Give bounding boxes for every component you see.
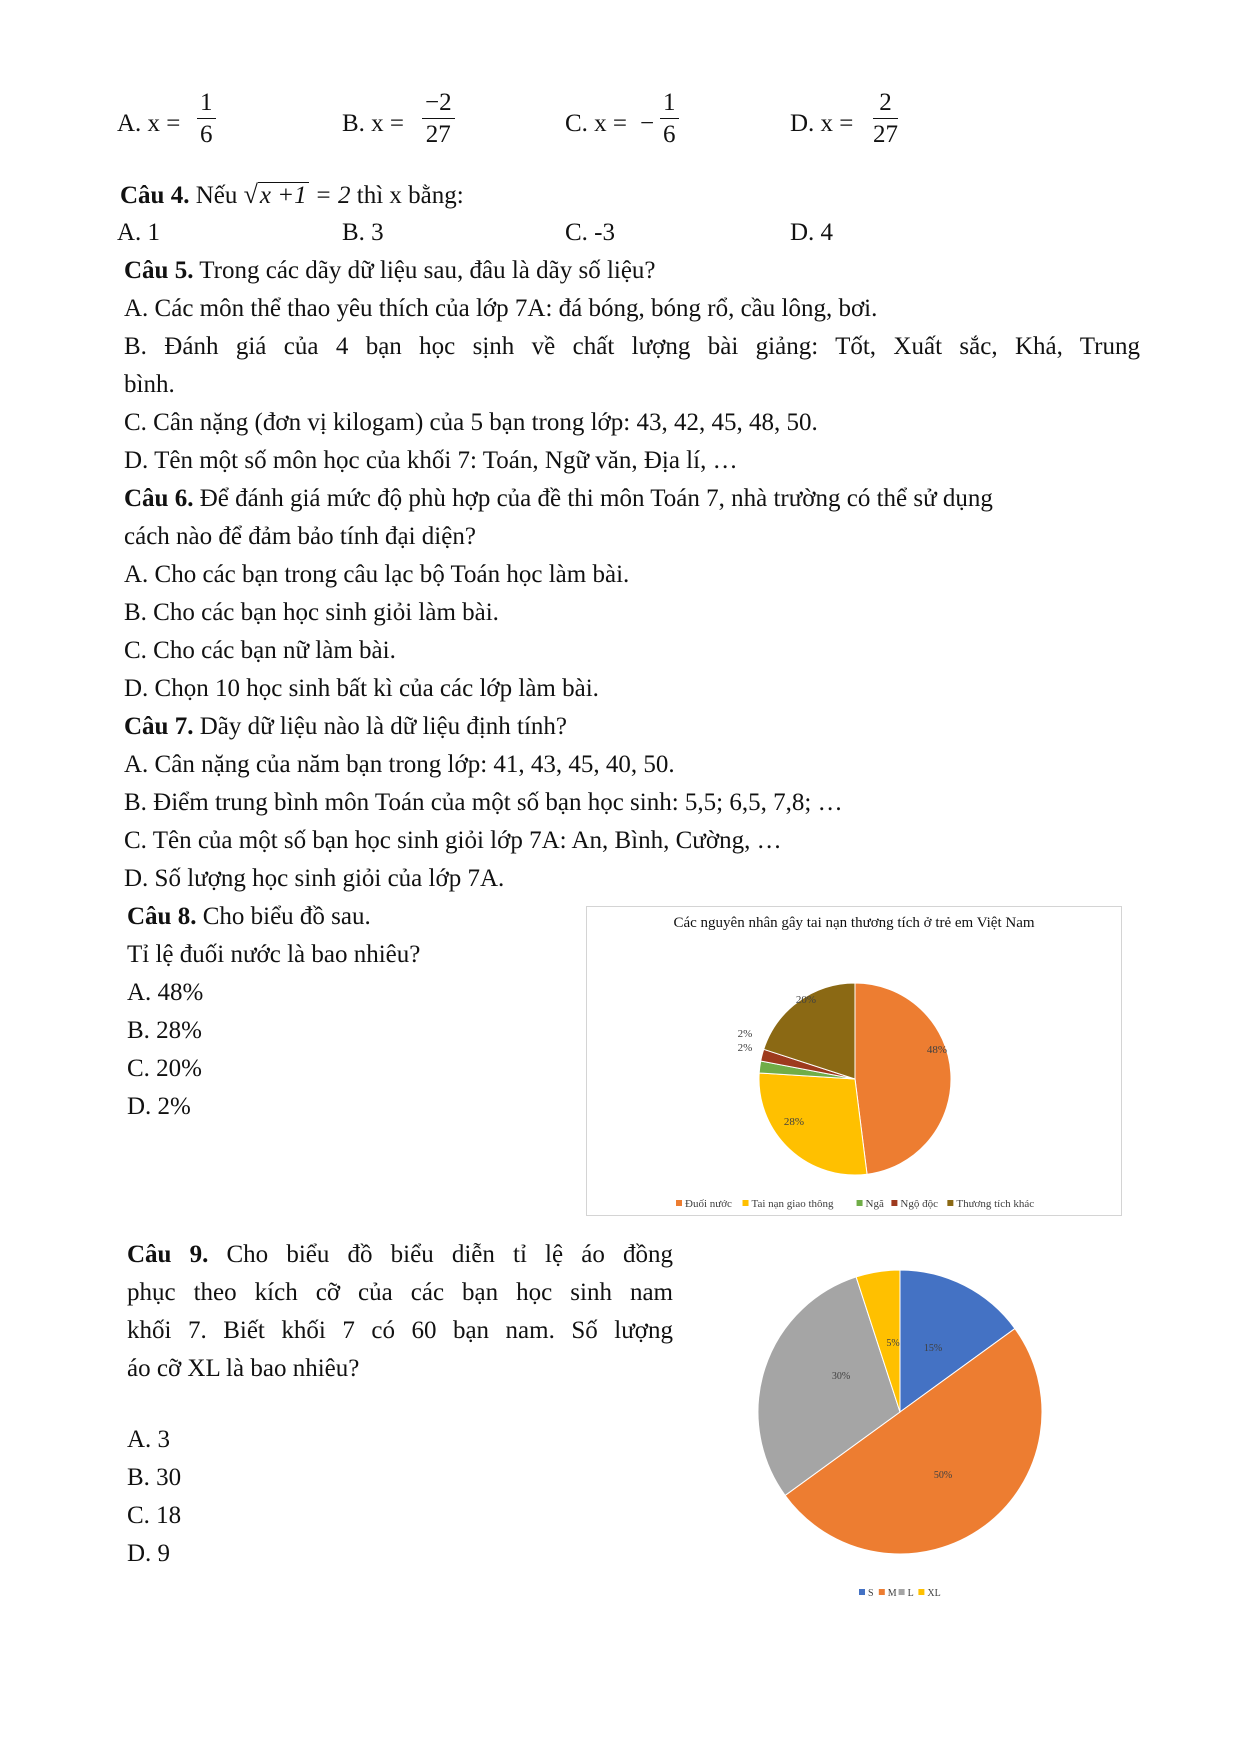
shirt-size-chart: [740, 1262, 1070, 1602]
q9-number: Câu 9.: [127, 1241, 209, 1268]
q8-option-a: A. 48%: [127, 979, 204, 1006]
q4-text-pre: Nếu: [195, 182, 238, 209]
q9-question-line1: [127, 1238, 673, 1272]
q5-question: [124, 254, 656, 288]
q8-option-b: B. 28%: [127, 1017, 202, 1044]
q5-option-c: C. Cân nặng (đơn vị kilogam) của 5 bạn trong lớp: 43, 42, 45, 48, 50.: [124, 409, 818, 436]
q6-option-b: B. Cho các bạn học sinh giỏi làm bài.: [124, 599, 499, 626]
q3-option-c-sign: −: [640, 110, 655, 137]
q6-option-d: D. Chọn 10 học sinh bất kì của các lớp làm bài.: [124, 675, 599, 702]
chart2-legend-label: L: [907, 1588, 914, 1599]
q5-option-d: D. Tên một số môn học của khối 7: Toán, Ngữ văn, Địa lí, …: [124, 447, 738, 474]
chart1-legend-swatch: [891, 1200, 897, 1206]
q4-option-c: C. -3: [565, 219, 615, 246]
q3-option-d-fraction: $\frac{2}{27}$: [873, 89, 898, 148]
q6-text1: Để đánh giá mức độ phù hợp của đề thi môn Toán 7, nhà trường có thể sử dụng: [193, 485, 993, 512]
chart2-legend-swatch: [879, 1589, 885, 1595]
q9-option-d: D. 9: [127, 1540, 171, 1567]
q7-option-a: A. Cân nặng của năm bạn trong lớp: 41, 43, 45, 40, 50.: [124, 751, 675, 778]
q3-option-b-label: B. x =: [342, 110, 405, 137]
q9-text-line1: Cho biểu đồ biểu diễn tỉ lệ áo đồng: [208, 1241, 673, 1268]
chart1-legend-swatch: [676, 1200, 682, 1206]
chart1-legend-swatch: [947, 1200, 953, 1206]
chart1-data-label: 2%: [737, 1028, 753, 1040]
q7-number: Câu 7.: [124, 713, 194, 740]
chart1-slice-đuối-nước: [855, 983, 951, 1174]
chart2-data-label: 50%: [933, 1470, 953, 1481]
q9-question-line4: áo cỡ XL là bao nhiêu?: [127, 1355, 360, 1382]
chart1-data-label: 20%: [795, 994, 817, 1006]
chart1-legend-label: Tai nạn giao thông: [751, 1198, 834, 1210]
q6-question-line2: cách nào để đảm bảo tính đại diện?: [124, 523, 476, 550]
chart1-legend-label: Đuối nước: [685, 1198, 732, 1210]
chart2-legend-swatch: [859, 1589, 865, 1595]
q7-option-d: D. Số lượng học sinh giỏi của lớp 7A.: [124, 865, 505, 892]
chart1-data-label: 2%: [737, 1042, 753, 1054]
q8-option-d: D. 2%: [127, 1093, 191, 1120]
chart1-slice-tai-nạn-giao-thông: [759, 1073, 867, 1175]
q9-question-line3: khối 7. Biết khối 7 có 60 bạn nam. Số lượng: [127, 1317, 673, 1344]
q8-text: Cho biểu đồ sau.: [196, 903, 371, 930]
q5-option-b-line1: B. Đánh giá của 4 bạn học sịnh về chất lượng bài giảng: Tốt, Xuất sắc, Khá, Trung: [124, 333, 1140, 360]
q5-option-a: A. Các môn thể thao yêu thích của lớp 7A: đá bóng, bóng rổ, cầu lông, bơi.: [124, 295, 878, 322]
q3-option-a-label: A. x =: [117, 110, 181, 137]
q3-option-c-label: C. x =: [565, 110, 628, 137]
q4-text-post: thì x bằng:: [356, 182, 464, 209]
q3-option-c-fraction: $\frac{1}{6}$: [660, 88, 679, 151]
q4-option-a: A. 1: [117, 219, 161, 246]
chart1-title: Các nguyên nhân gây tai nạn thương tích ở trẻ em Việt Nam: [673, 915, 1035, 931]
q7-option-c: C. Tên của một số bạn học sinh giỏi lớp 7A: An, Bình, Cường, …: [124, 827, 782, 854]
q5-option-b-line2: bình.: [124, 371, 175, 398]
q6-question-line1: [124, 482, 993, 516]
chart1-legend-label: Ngã: [865, 1198, 884, 1210]
chart1-legend-label: Ngộ độc: [900, 1198, 938, 1210]
q8-number: Câu 8.: [127, 903, 197, 930]
q9-question-line2: phục theo kích cỡ của các bạn học sinh nam: [127, 1279, 673, 1306]
q9-option-b: B. 30: [127, 1464, 182, 1491]
q5-text: Trong các dãy dữ liệu sau, đâu là dãy số liệu?: [193, 257, 656, 284]
q7-text: Dãy dữ liệu nào là dữ liệu định tính?: [193, 713, 568, 740]
q8-question: [127, 900, 371, 934]
chart2-legend-label: M: [887, 1588, 897, 1599]
q3-option-b-fraction: $\frac{-2}{27}$: [422, 88, 455, 151]
q4-number: Câu 4.: [120, 182, 190, 209]
q5-number: Câu 5.: [124, 257, 194, 284]
q7-question: [124, 710, 567, 744]
q4-option-b: B. 3: [342, 219, 384, 246]
q3-option-d-label: D. x =: [790, 110, 854, 137]
q9-option-c: C. 18: [127, 1502, 182, 1529]
chart2-legend-swatch: [899, 1589, 905, 1595]
chart2-legend-swatch: [918, 1589, 924, 1595]
q7-option-b: B. Điểm trung bình môn Toán của một số bạn học sinh: 5,5; 6,5, 7,8; …: [124, 789, 843, 816]
q6-option-c: C. Cho các bạn nữ làm bài.: [124, 637, 396, 664]
chart2-legend-label: S: [868, 1588, 874, 1599]
q4-option-d: D. 4: [790, 219, 834, 246]
chart2-data-label: 15%: [923, 1343, 943, 1354]
chart2-data-label: 5%: [886, 1338, 900, 1349]
chart1-legend-swatch: [857, 1200, 863, 1206]
q6-option-a: A. Cho các bạn trong câu lạc bộ Toán học làm bài.: [124, 561, 630, 588]
chart1-svg: [587, 907, 1121, 1215]
chart1-legend-swatch: [743, 1200, 749, 1206]
injury-causes-chart: [586, 906, 1122, 1216]
chart1-legend-label: Thương tích khác: [956, 1198, 1035, 1210]
chart1-data-label: 28%: [783, 1116, 805, 1128]
sqrt-icon: √: [243, 180, 258, 209]
q6-number: Câu 6.: [124, 485, 194, 512]
chart2-svg: [740, 1262, 1070, 1602]
q4-rhs: = 2: [314, 182, 351, 209]
q8-option-c: C. 20%: [127, 1055, 202, 1082]
chart1-data-label: 48%: [926, 1044, 948, 1056]
chart2-legend-label: XL: [927, 1588, 941, 1599]
q4-question: [120, 178, 464, 213]
q4-radicand: x +1: [259, 182, 307, 209]
q8-prompt: Tỉ lệ đuối nước là bao nhiêu?: [127, 941, 421, 968]
q9-option-a: A. 3: [127, 1426, 171, 1453]
q3-option-a-fraction: $\frac{1}{6}$: [197, 88, 216, 151]
chart2-data-label: 30%: [831, 1371, 851, 1382]
